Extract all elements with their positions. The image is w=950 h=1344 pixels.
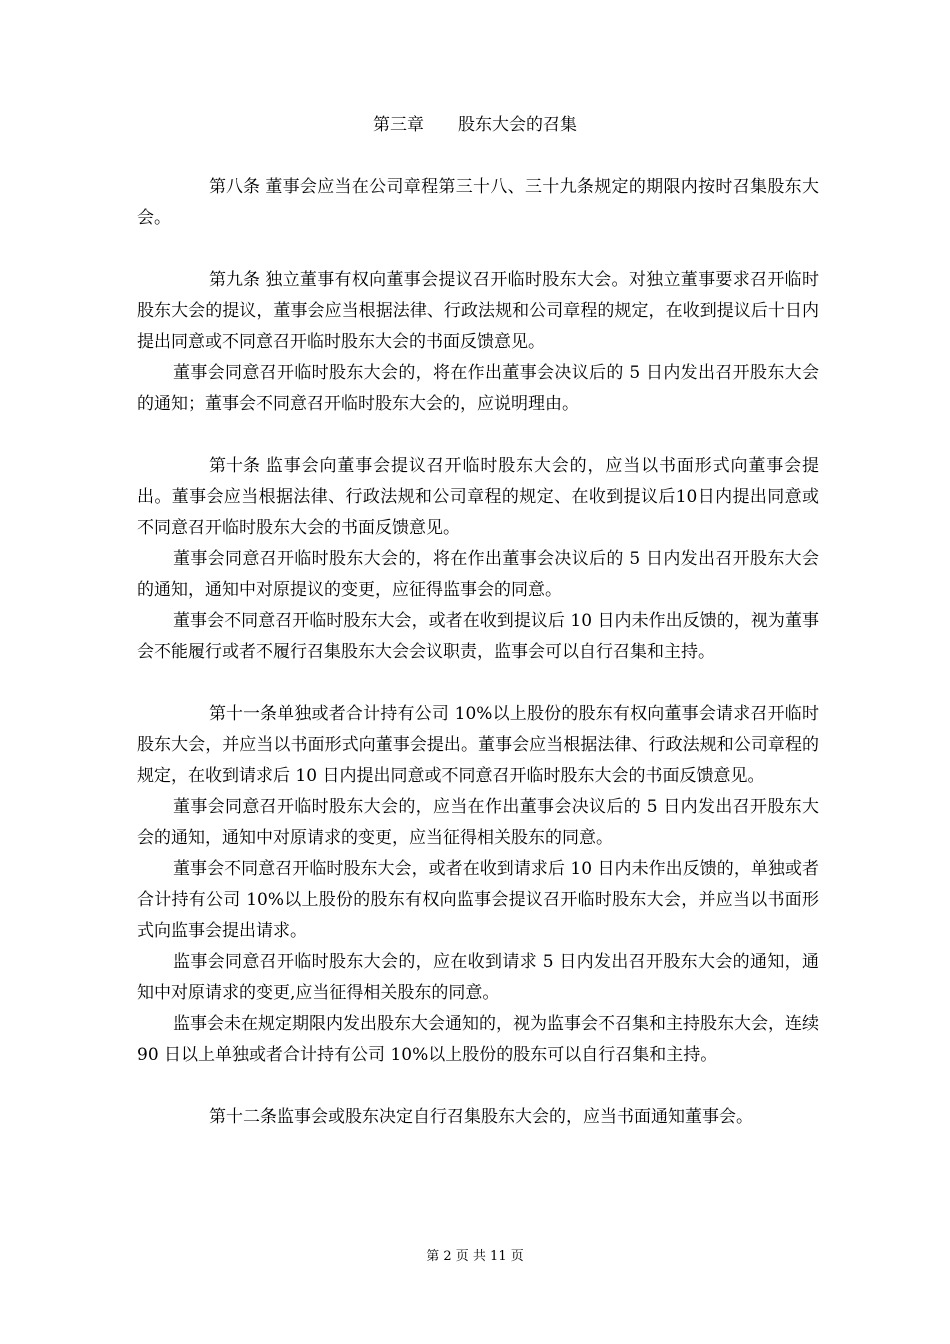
paragraph <box>137 172 819 234</box>
paragraph: 董事会同意召开临时股东大会的，将在作出董事会决议后的 5 日内发出召开股东大会的通知，通知中对原提议的变更，应征得监事会的同意。 <box>137 549 819 600</box>
paragraph: 董事会不同意召开临时股东大会，或者在收到请求后 10 日内未作出反馈的，单独或者合计持有公司 10%以上股份的股东有权向监事会提议召开临时股东大会，并应当以书面形式向监事会提出请求。 <box>137 859 819 941</box>
paragraph <box>137 265 819 358</box>
paragraph: 监事会未在规定期限内发出股东大会通知的，视为监事会不召集和主持股东大会，连续 90 日以上单独或者合计持有公司 10%以上股份的股东可以自行召集和主持。 <box>137 1014 819 1065</box>
paragraph: 董事会不同意召开临时股东大会，或者在收到提议后 10 日内未作出反馈的，视为董事会不能履行或者不履行召集股东大会会议职责，监事会可以自行召集和主持。 <box>137 611 819 662</box>
chapter-heading <box>0 112 950 138</box>
article-label: 第九条 <box>209 270 260 290</box>
document-body <box>137 172 819 1133</box>
paragraph <box>137 451 819 544</box>
page-footer <box>0 1248 950 1266</box>
paragraph-text: 监事会向董事会提议召开临时股东大会的，应当以书面形式向董事会提出。董事会应当根据法律、行政法规和公司章程的规定、在收到提议后10日内提出同意或不同意召开临时股东大会的书面反馈意见。 <box>137 456 819 538</box>
paragraph-text: 监事会或股东决定自行召集股东大会的，应当书面通知董事会。 <box>277 1107 753 1127</box>
article-10 <box>137 451 819 668</box>
page-number: 第 2 页 共 11 页 <box>426 1249 524 1264</box>
chapter-number: 第三章 <box>373 115 424 135</box>
paragraph-text: 单独或者合计持有公司 10%以上股份的股东有权向董事会请求召开临时股东大会，并应当以书面形式向董事会提出。董事会应当根据法律、行政法规和公司章程的规定，在收到请求后 10 日内提出同意或不同意召开临时股东大会的书面反馈意见。 <box>137 704 819 786</box>
paragraph <box>137 1102 819 1133</box>
article-8 <box>137 172 819 234</box>
article-9 <box>137 265 819 420</box>
article-label: 第八条 <box>209 177 260 197</box>
article-12 <box>137 1102 819 1133</box>
paragraph-text: 独立董事有权向董事会提议召开临时股东大会。对独立董事要求召开临时股东大会的提议，董事会应当根据法律、行政法规和公司章程的规定，在收到提议后十日内提出同意或不同意召开临时股东大会的书面反馈意见。 <box>137 270 819 352</box>
article-label: 第十二条 <box>209 1107 277 1127</box>
paragraph: 监事会同意召开临时股东大会的，应在收到请求 5 日内发出召开股东大会的通知，通知中对原请求的变更,应当征得相关股东的同意。 <box>137 952 819 1003</box>
paragraph: 董事会同意召开临时股东大会的，将在作出董事会决议后的 5 日内发出召开股东大会的通知；董事会不同意召开临时股东大会的，应说明理由。 <box>137 363 819 414</box>
chapter-title: 股东大会的召集 <box>458 115 577 135</box>
paragraph <box>137 699 819 792</box>
paragraph: 董事会同意召开临时股东大会的，应当在作出董事会决议后的 5 日内发出召开股东大会的通知，通知中对原请求的变更，应当征得相关股东的同意。 <box>137 797 819 848</box>
article-label: 第十条 <box>209 456 260 476</box>
article-label: 第十一条 <box>209 704 277 724</box>
article-11 <box>137 699 819 1071</box>
paragraph-text: 董事会应当在公司章程第三十八、三十九条规定的期限内按时召集股东大会。 <box>137 177 819 228</box>
